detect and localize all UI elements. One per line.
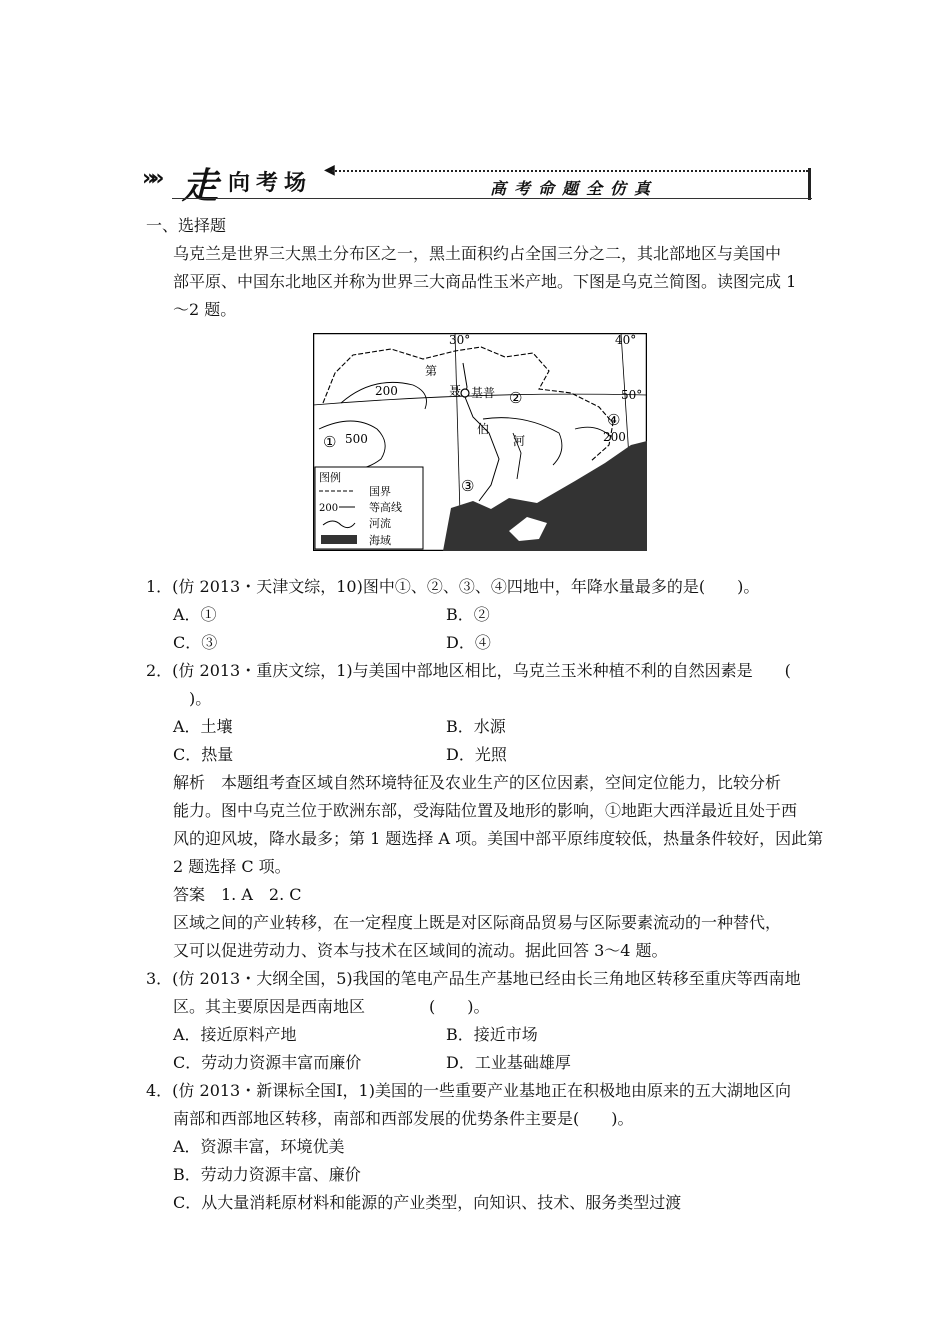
contour-label: 500: [345, 432, 368, 446]
q2-option-b: B．水源: [446, 717, 506, 736]
dotted-rule: [332, 170, 808, 172]
q2-stem: 2．(仿 2013・重庆文综，1)与美国中部地区相比，乌克兰玉米种植不利的自然因素是 (: [146, 661, 791, 680]
analysis-line: 能力。图中乌克兰位于欧洲东部，受海陆位置及地形的影响，①地距大西洋最近且处于西: [173, 801, 798, 820]
banner-baseline: [172, 198, 812, 199]
marker-2: ②: [509, 389, 523, 407]
q1-stem: 1．(仿 2013・天津文综，10)图中①、②、③、④四地中，年降水量最多的是( )。: [146, 577, 760, 596]
q3-stem: 区。其主要原因是西南地区 ( )。: [173, 997, 490, 1016]
q2-option-c: C．热量: [173, 745, 234, 764]
q4-option-c: C．从大量消耗原材料和能源的产业类型，向知识、技术、服务类型过渡: [173, 1193, 682, 1212]
q1-option-b: B．②: [446, 605, 490, 624]
q1-option-a: A．①: [173, 605, 217, 624]
legend-sea: 海域: [369, 534, 391, 547]
lon-label: 30°: [449, 333, 471, 347]
legend-title: 图例: [319, 471, 341, 484]
q2-option-a: A．土壤: [173, 717, 233, 736]
analysis-line: 解析 本题组考查区域自然环境特征及农业生产的区位因素，空间定位能力，比较分析: [173, 773, 782, 792]
section-banner: [142, 158, 812, 207]
city-label: 基普: [471, 386, 496, 400]
intro-line: ～2 题。: [173, 300, 237, 319]
q2-stem: )。: [173, 689, 212, 708]
intro2-line: 区域之间的产业转移，在一定程度上既是对区际商品贸易与区际要素流动的一种替代，: [173, 913, 782, 932]
section-title: 一、选择题: [146, 216, 227, 235]
arrow-left-icon: ◀: [324, 162, 335, 178]
q4-stem: 南部和西部地区转移，南部和西部发展的优势条件主要是( )。: [173, 1109, 634, 1128]
lon-label: 40°: [615, 333, 637, 347]
map-legend: [315, 467, 423, 549]
q3-stem: 3．(仿 2013・大纲全国，5)我国的笔电产品生产基地已经由长三角地区转移至重庆等西南地: [146, 969, 801, 988]
q4-option-b: B．劳动力资源丰富、廉价: [173, 1165, 361, 1184]
banner-zou: 走: [182, 165, 219, 207]
q1-option-d: D．④: [446, 633, 491, 652]
answer-line: 答案 1. A 2. C: [173, 885, 302, 904]
legend-contour-sample: 200: [319, 503, 339, 514]
ukraine-map: [313, 333, 647, 551]
q1-option-c: C．③: [173, 633, 218, 652]
intro-line: 乌克兰是世界三大黑土分布区之一，黑土面积约占全国三分之二，其北部地区与美国中: [173, 244, 782, 263]
banner-title: 向考场: [228, 171, 313, 196]
legend-contour: 等高线: [369, 501, 402, 514]
river-label: 聂: [449, 384, 462, 398]
right-bar: [808, 168, 811, 200]
chevrons-icon: »»: [142, 166, 159, 191]
q4-stem: 4．(仿 2013・新课标全国Ⅰ，1)美国的一些重要产业基地正在积极地由原来的五大湖地区向: [146, 1081, 791, 1100]
legend-river: 河流: [369, 517, 391, 530]
marker-4: ④: [607, 411, 621, 429]
banner-subtitle: 高考命题全仿真: [490, 179, 659, 198]
river-label: 伯: [477, 422, 490, 436]
river-label: 第: [425, 364, 438, 378]
intro-line: 部平原、中国东北地区并称为世界三大商品性玉米产地。下图是乌克兰简图。读图完成 1: [173, 272, 797, 291]
marker-1: ①: [323, 433, 337, 451]
river-label: 河: [513, 434, 526, 448]
q2-option-d: D．光照: [446, 745, 507, 764]
q4-option-a: A．资源丰富，环境优美: [173, 1137, 345, 1156]
q3-option-c: C．劳动力资源丰富而廉价: [173, 1053, 362, 1072]
marker-3: ③: [461, 477, 475, 495]
q3-option-b: B．接近市场: [446, 1025, 538, 1044]
contour-label: 200: [375, 384, 398, 398]
contour-label: 200: [603, 430, 626, 444]
analysis-line: 风的迎风坡，降水最多；第 1 题选择 A 项。美国中部平原纬度较低，热量条件较好，因此第: [173, 829, 824, 848]
q3-option-d: D．工业基础雄厚: [446, 1053, 571, 1072]
legend-border: 国界: [369, 485, 391, 498]
intro2-line: 又可以促进劳动力、资本与技术在区域间的流动。据此回答 3～4 题。: [173, 941, 668, 960]
lat-label: 50°: [621, 388, 643, 402]
analysis-line: 2 题选择 C 项。: [173, 857, 291, 876]
q3-option-a: A．接近原料产地: [173, 1025, 297, 1044]
